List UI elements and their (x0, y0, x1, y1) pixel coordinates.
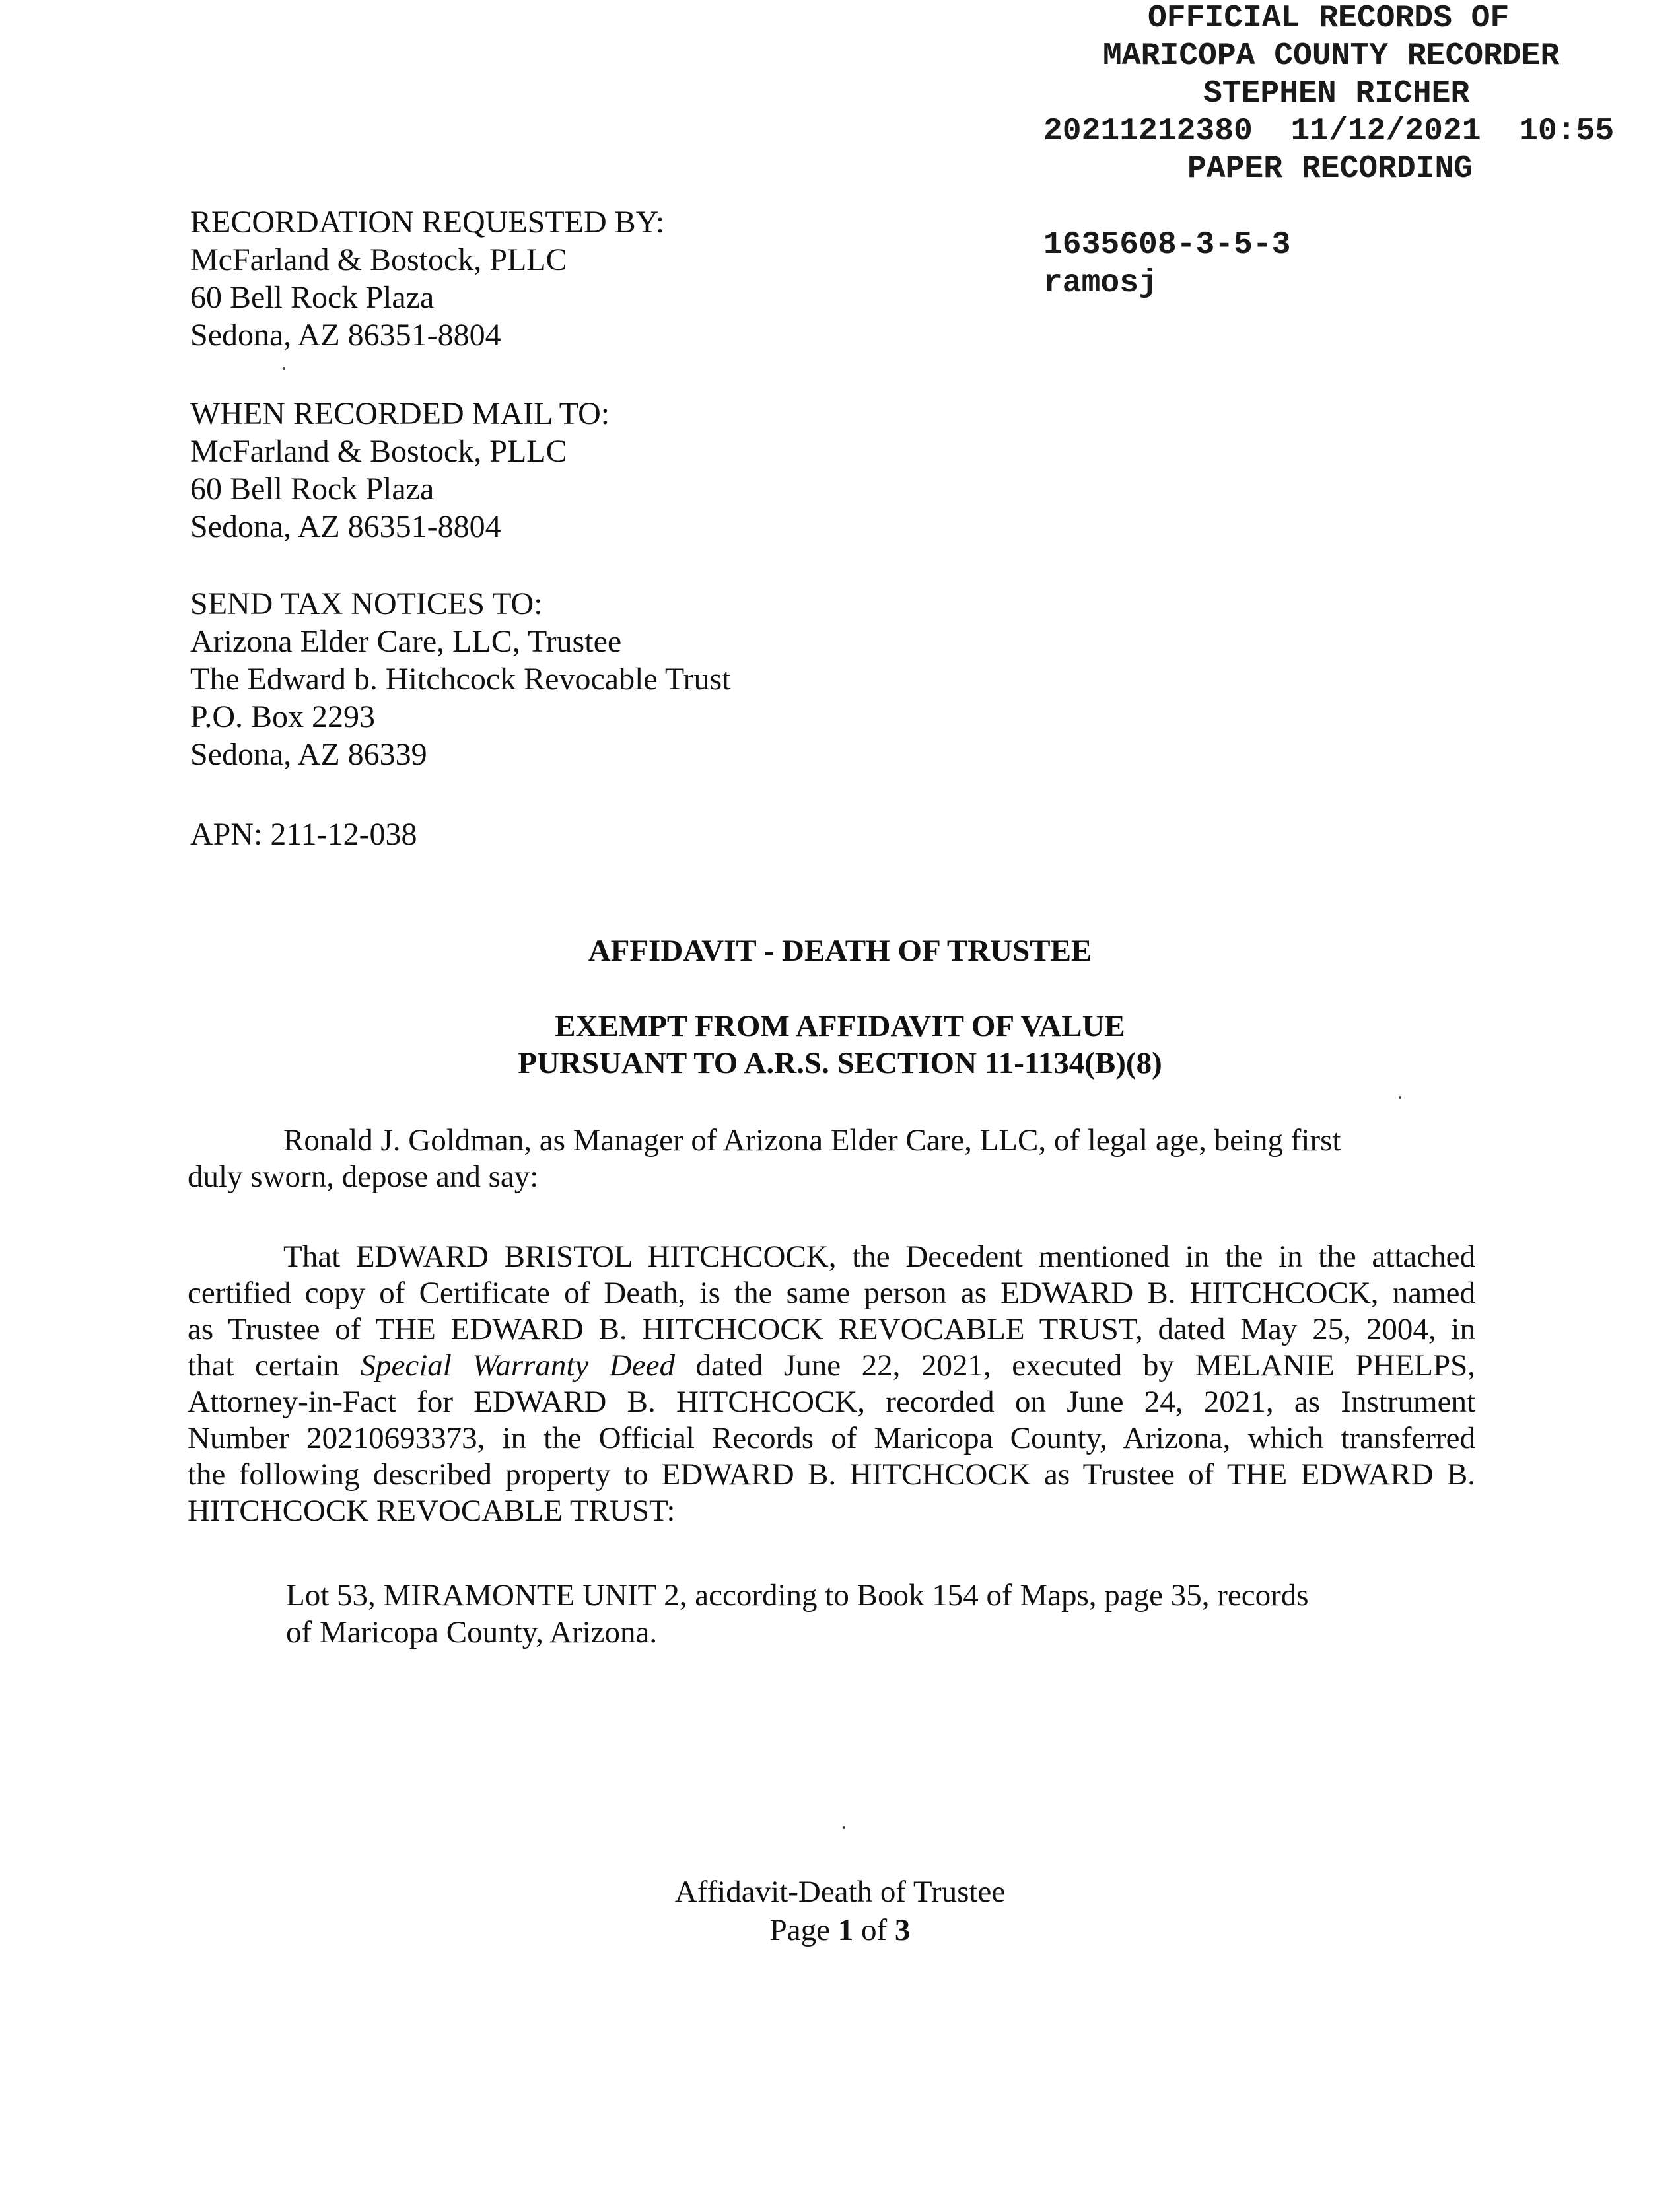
footer-page-current: 1 (837, 1913, 854, 1947)
tax-notices-label: SEND TAX NOTICES TO: (190, 586, 543, 621)
stamp-line-4: 20211212380 11/12/2021 10:55 (1043, 114, 1615, 149)
mail-to-city: Sedona, AZ 86351-8804 (190, 509, 501, 544)
tax-notices-city: Sedona, AZ 86339 (190, 737, 427, 772)
tax-notices-block (190, 585, 730, 773)
footer-of-word: of (860, 1913, 888, 1947)
para2-line-1: That EDWARD BRISTOL HITCHCOCK, the Decedent mentioned in the in the attached (283, 1239, 1475, 1274)
stamp-doc-info (1043, 226, 1290, 302)
para2-line-7: the following described property to EDWARD B. HITCHCOCK as Trustee of THE EDWARD B. (188, 1457, 1475, 1492)
para1-line-1: Ronald J. Goldman, as Manager of Arizona Elder Care, LLC, of legal age, being first (283, 1123, 1341, 1158)
exempt-line-2: PURSUANT TO A.R.S. SECTION 11-1134(B)(8) (518, 1046, 1162, 1080)
para2-line-3: as Trustee of THE EDWARD B. HITCHCOCK REVOCABLE TRUST, dated May 25, 2004, in (188, 1312, 1475, 1346)
recordation-city: Sedona, AZ 86351-8804 (190, 318, 501, 353)
footer-title: Affidavit-Death of Trustee (674, 1875, 1006, 1909)
mail-to-label: WHEN RECORDED MAIL TO: (190, 396, 610, 431)
para2-line-2: certified copy of Certificate of Death, is the same person as EDWARD B. HITCHCOCK, named (188, 1276, 1475, 1310)
para2-line-8: HITCHCOCK REVOCABLE TRUST: (188, 1494, 676, 1528)
scan-speck (843, 1826, 845, 1829)
stamp-line-5: PAPER RECORDING (1187, 151, 1473, 187)
recordation-name: McFarland & Bostock, PLLC (190, 242, 567, 277)
stamp-line-3: STEPHEN RICHER (1203, 76, 1470, 112)
paragraph-oath (188, 1123, 1475, 1195)
recordation-block (190, 203, 664, 354)
tax-notices-trust: The Edward b. Hitchcock Revocable Trust (190, 662, 731, 697)
tax-notices-box: P.O. Box 2293 (190, 699, 376, 734)
para2-line-4-pre: that certain (188, 1348, 361, 1383)
tax-notices-name: Arizona Elder Care, LLC, Trustee (190, 624, 622, 659)
legal-line-2: of Maricopa County, Arizona. (286, 1615, 658, 1649)
mail-to-street: 60 Bell Rock Plaza (190, 471, 435, 506)
footer-page-total: 3 (894, 1913, 911, 1947)
scan-speck (283, 367, 285, 370)
para1-line-2: duly sworn, depose and say: (188, 1160, 539, 1194)
paragraph-statement (188, 1239, 1475, 1529)
page-footer (0, 1873, 1680, 1949)
mail-to-block (190, 395, 610, 545)
footer-page-number (0, 1911, 1680, 1949)
recorder-stamp (1030, 0, 1664, 188)
stamp-line-1: OFFICIAL RECORDS OF (1148, 1, 1510, 36)
scan-speck (1399, 1096, 1401, 1099)
deed-title: Special Warranty Deed (360, 1348, 675, 1383)
document-title: AFFIDAVIT - DEATH OF TRUSTEE (588, 934, 1092, 968)
recordation-street: 60 Bell Rock Plaza (190, 280, 435, 315)
para2-line-4 (188, 1348, 1475, 1384)
stamp-line-2: MARICOPA COUNTY RECORDER (1103, 38, 1560, 74)
mail-to-name: McFarland & Bostock, PLLC (190, 434, 567, 469)
para2-line-4-post: dated June 22, 2021, executed by MELANIE PHELPS, (674, 1348, 1476, 1383)
para2-line-5: Attorney-in-Fact for EDWARD B. HITCHCOCK, recorded on June 24, 2021, as Instrument (188, 1385, 1475, 1419)
stamp-doc-id: 1635608-3-5-3 (1043, 227, 1291, 263)
para2-line-6: Number 20210693373, in the Official Records of Maricopa County, Arizona, which transferred (188, 1421, 1475, 1455)
exempt-line-1: EXEMPT FROM AFFIDAVIT OF VALUE (555, 1009, 1125, 1043)
stamp-clerk: ramosj (1043, 265, 1158, 301)
apn: APN: 211-12-038 (190, 817, 417, 852)
recordation-label: RECORDATION REQUESTED BY: (190, 205, 665, 240)
legal-description (286, 1577, 1309, 1651)
legal-line-1: Lot 53, MIRAMONTE UNIT 2, according to Book 154 of Maps, page 35, records (286, 1578, 1309, 1613)
footer-page-word: Page (769, 1913, 830, 1947)
